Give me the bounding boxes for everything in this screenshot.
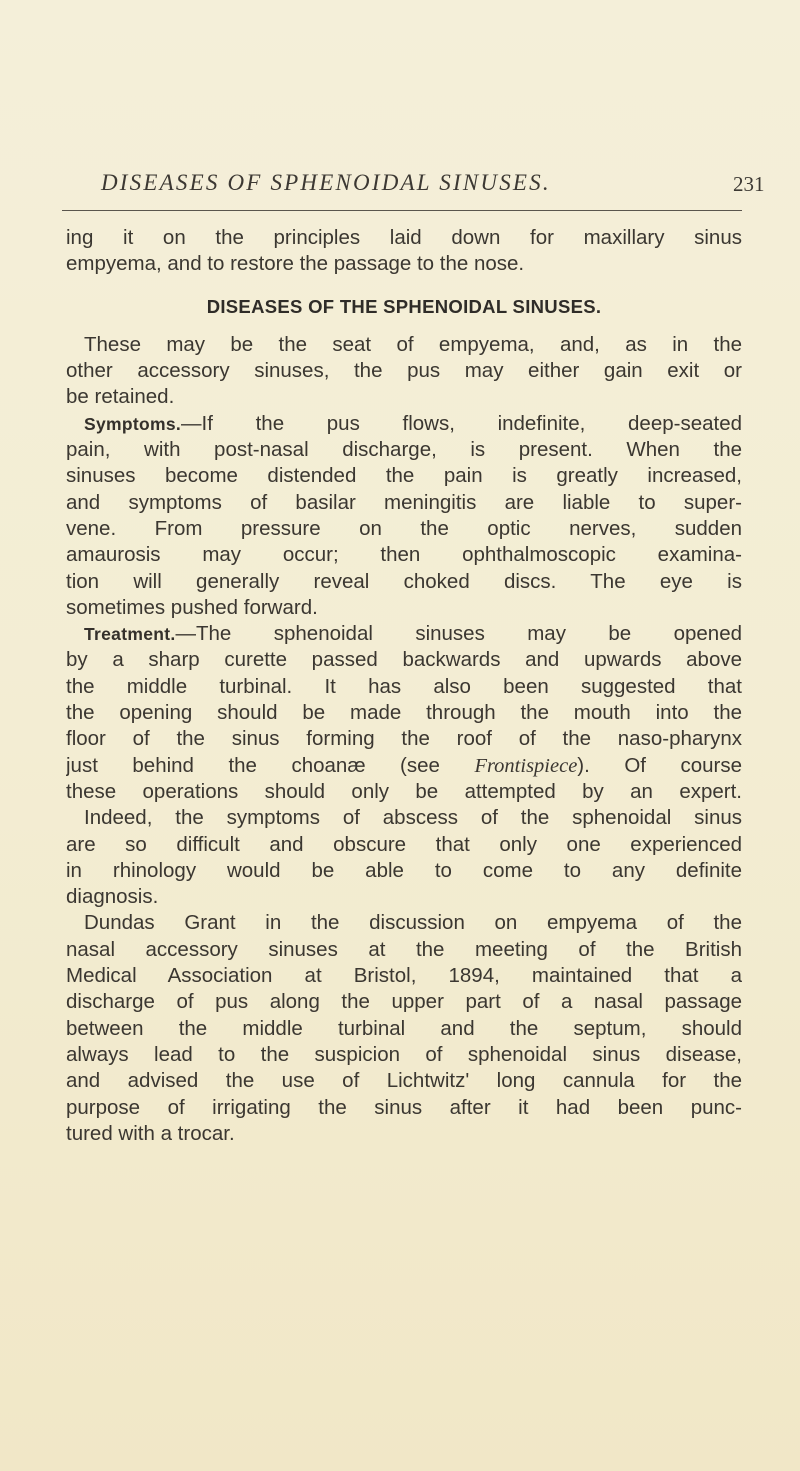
text-line: floor of the sinus forming the roof of the naso-pharynx <box>66 727 742 751</box>
text-line: the opening should be made through the mouth into the <box>66 701 742 725</box>
text-line: nasal accessory sinuses at the meeting of the British <box>66 937 742 961</box>
text-run: —If the pus flows, indefinite, deep-seated <box>181 411 742 435</box>
text-line: sinuses become distended the pain is greatly increased, <box>66 464 742 488</box>
text-line: These may be the seat of empyema, and, as in the <box>84 332 742 356</box>
treatment-line <box>66 621 742 647</box>
header-rule <box>62 210 742 211</box>
text-line: diagnosis. <box>66 885 159 909</box>
text-line: tured with a trocar. <box>66 1121 235 1145</box>
text-run: ). Of course <box>577 753 742 777</box>
text-line: discharge of pus along the upper part of a nasal passage <box>66 990 742 1014</box>
text-line: and symptoms of basilar meningitis are liable to super- <box>66 490 742 514</box>
running-title: DISEASES OF SPHENOIDAL SINUSES. <box>101 170 551 195</box>
text-line: other accessory sinuses, the pus may either gain exit or <box>66 359 742 383</box>
section-heading: DISEASES OF THE SPHENOIDAL SINUSES. <box>206 295 602 317</box>
frontispiece-ref: Frontispiece <box>474 754 578 777</box>
frontispiece-line <box>66 753 742 779</box>
text-run: —The sphenoidal sinuses may be opened <box>175 622 742 646</box>
text-line: ing it on the principles laid down for maxillary sinus <box>66 226 742 249</box>
treatment-label: Treatment. <box>84 624 176 645</box>
text-line: pain, with post-nasal discharge, is present. When the <box>66 438 742 462</box>
text-line: the middle turbinal. It has also been suggested that <box>66 674 742 698</box>
page-number: 231 <box>733 172 765 196</box>
text-line: and advised the use of Lichtwitz' long cannula for the <box>66 1069 742 1093</box>
text-line: purpose of irrigating the sinus after it had been punc- <box>66 1095 742 1119</box>
text-line: sometimes pushed forward. <box>66 595 318 619</box>
text-line: amaurosis may occur; then ophthalmoscopic examina- <box>66 543 742 567</box>
text-line: tion will generally reveal choked discs. The eye is <box>66 569 742 593</box>
text-line: be retained. <box>66 385 175 409</box>
text-line: Medical Association at Bristol, 1894, maintained that a <box>66 964 742 988</box>
text-line: these operations should only be attempted by an expert. <box>66 779 742 803</box>
text-run: just behind the choanæ (see <box>66 753 475 777</box>
text-line: Indeed, the symptoms of abscess of the sphenoidal sinus <box>84 806 742 830</box>
text-line: by a sharp curette passed backwards and upwards above <box>66 648 742 672</box>
symptoms-line <box>66 411 742 437</box>
text-line: in rhinology would be able to come to any definite <box>66 858 742 882</box>
symptoms-label: Symptoms. <box>84 413 182 434</box>
text-line: empyema, and to restore the passage to the nose. <box>66 252 525 276</box>
text-line: vene. From pressure on the optic nerves, sudden <box>66 516 742 540</box>
text-line: always lead to the suspicion of sphenoidal sinus disease, <box>66 1042 742 1066</box>
text-line: are so difficult and obscure that only one experienced <box>66 832 742 856</box>
running-head <box>0 170 800 200</box>
text-line: between the middle turbinal and the septum, should <box>66 1016 742 1040</box>
text-line: Dundas Grant in the discussion on empyema of the <box>84 911 742 935</box>
page-body <box>66 225 742 1147</box>
